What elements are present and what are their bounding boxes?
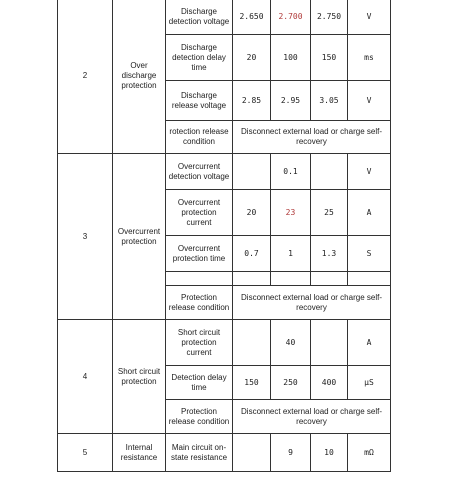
min-value-cell: 20 (233, 35, 271, 81)
unit-cell: V (348, 154, 391, 190)
min-value-cell: 2.85 (233, 81, 271, 121)
item-number-cell: 2 (58, 0, 113, 154)
min-value-cell: 2.650 (233, 0, 271, 35)
release-condition-cell: Disconnect external load or charge self-recovery (233, 286, 391, 320)
min-value-cell (233, 320, 271, 366)
min-value-cell: 150 (233, 366, 271, 400)
parameter-cell: Detection delay time (166, 366, 233, 400)
max-value-cell: 3.05 (311, 81, 348, 121)
max-value-cell (311, 154, 348, 190)
min-value-cell (233, 154, 271, 190)
typ-value-cell: 2.95 (271, 81, 311, 121)
unit-cell: μS (348, 366, 391, 400)
min-value-cell: 20 (233, 190, 271, 236)
item-name-cell: Short circuit protection (113, 320, 166, 434)
typ-value-cell: 250 (271, 366, 311, 400)
parameter-cell: rotection release condition (166, 121, 233, 154)
min-value-cell (233, 272, 271, 286)
unit-cell: mΩ (348, 434, 391, 472)
typ-value-cell: 9 (271, 434, 311, 472)
item-number-cell: 4 (58, 320, 113, 434)
parameter-cell: Protection release condition (166, 400, 233, 434)
item-name-cell: Overcurrent protection (113, 154, 166, 320)
typ-value-cell: 100 (271, 35, 311, 81)
typ-value-cell: 23 (271, 190, 311, 236)
typ-value-cell (271, 272, 311, 286)
typ-value-cell: 2.700 (271, 0, 311, 35)
unit-cell: V (348, 0, 391, 35)
table-row (58, 0, 391, 35)
item-number-cell: 3 (58, 154, 113, 320)
max-value-cell: 25 (311, 190, 348, 236)
unit-cell: ms (348, 35, 391, 81)
parameter-cell: Main circuit on-state resistance (166, 434, 233, 472)
max-value-cell: 10 (311, 434, 348, 472)
release-condition-cell: Disconnect external load or charge self-recovery (233, 400, 391, 434)
typ-value-cell: 1 (271, 236, 311, 272)
parameter-cell: Overcurrent protection time (166, 236, 233, 272)
max-value-cell: 150 (311, 35, 348, 81)
parameter-cell: Short circuit protection current (166, 320, 233, 366)
parameter-cell: Discharge detection voltage (166, 0, 233, 35)
unit-cell: V (348, 81, 391, 121)
max-value-cell: 2.750 (311, 0, 348, 35)
unit-cell: S (348, 236, 391, 272)
item-name-cell: Over discharge protection (113, 0, 166, 154)
unit-cell: A (348, 190, 391, 236)
min-value-cell: 0.7 (233, 236, 271, 272)
table-row (58, 154, 391, 190)
unit-cell: A (348, 320, 391, 366)
release-condition-cell: Disconnect external load or charge self-recovery (233, 121, 391, 154)
max-value-cell (311, 272, 348, 286)
parameter-cell: Discharge detection delay time (166, 35, 233, 81)
item-number-cell: 5 (58, 434, 113, 472)
item-name-cell: Internal resistance (113, 434, 166, 472)
typ-value-cell: 40 (271, 320, 311, 366)
parameter-cell: Overcurrent protection current (166, 190, 233, 236)
max-value-cell: 400 (311, 366, 348, 400)
parameter-cell: Discharge release voltage (166, 81, 233, 121)
parameter-cell: Protection release condition (166, 286, 233, 320)
min-value-cell (233, 434, 271, 472)
max-value-cell (311, 320, 348, 366)
parameter-cell: Overcurrent detection voltage (166, 154, 233, 190)
spec-table (57, 0, 391, 472)
unit-cell (348, 272, 391, 286)
parameter-cell (166, 272, 233, 286)
table-row (58, 434, 391, 472)
typ-value-cell: 0.1 (271, 154, 311, 190)
table-row (58, 320, 391, 366)
max-value-cell: 1.3 (311, 236, 348, 272)
